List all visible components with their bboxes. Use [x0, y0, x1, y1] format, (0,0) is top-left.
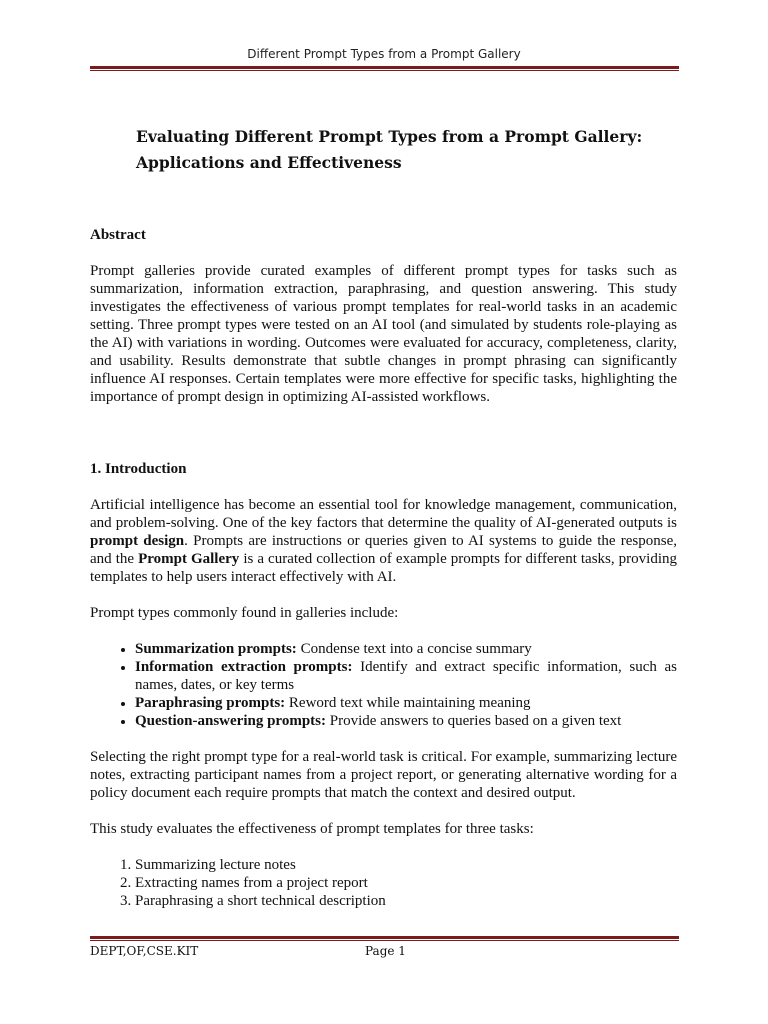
footer-department: DEPT,OF,CSE.KIT	[90, 944, 199, 958]
footer-rule	[90, 936, 679, 941]
abstract-text: Prompt galleries provide curated examples of different prompt types for tasks such as summarization, information extraction, paraphrasing, and question answering. This study investigates the effectiveness of various prompt templates for real-world tasks in an academic setting. Three prompt types were tested on an AI tool (and simulated by students role-playing as the AI) with variations in wording. Outcomes were evaluated for accuracy, completeness, clarity, and usability. Results demonstrate that subtle changes in prompt phrasing can significantly influence AI responses. Certain templates were more effective for specific tasks, highlighting the importance of prompt design in optimizing AI-assisted workflows.	[90, 263, 677, 405]
list-item: • Information extraction prompts: Identify and extract specific information, such as names, dates, or key terms	[135, 658, 677, 694]
paper-title-line2: Applications and Effectiveness	[136, 153, 402, 172]
list-item: 3. Paraphrasing a short technical description	[135, 892, 677, 910]
introduction-heading: 1. Introduction	[90, 461, 187, 477]
tasks-list	[90, 856, 677, 910]
intro-paragraph-2: Prompt types commonly found in galleries include:	[90, 605, 399, 621]
intro-paragraph-4: This study evaluates the effectiveness of prompt templates for three tasks:	[90, 821, 534, 837]
page-number: Page 1	[365, 944, 406, 958]
emphasis-prompt-design: prompt design	[90, 533, 185, 549]
list-item: • Summarization prompts: Condense text into a concise summary	[135, 640, 677, 658]
body-content	[90, 226, 677, 910]
prompt-types-list	[90, 640, 677, 730]
list-item: 1. Summarizing lecture notes	[135, 856, 677, 874]
header-rule	[90, 66, 679, 71]
intro-paragraph-3: Selecting the right prompt type for a real-world task is critical. For example, summarizing lecture notes, extracting participant names from a project report, or generating alternative wording for a policy document each require prompts that match the context and desired output.	[90, 749, 677, 801]
paper-title	[136, 124, 656, 176]
emphasis-prompt-gallery: Prompt Gallery	[138, 551, 240, 567]
list-item: 2. Extracting names from a project report	[135, 874, 677, 892]
list-item: • Question-answering prompts: Provide answers to queries based on a given text	[135, 712, 677, 730]
intro-paragraph-1: Artificial intelligence has become an essential tool for knowledge management, communication, and problem-solving. One of the key factors that determine the quality of AI-generated outputs is prompt design. Prompts are instructions or queries given to AI systems to guide the response, and the Prompt Gallery is a curated collection of example prompts for different tasks, providing templates to help users interact effectively with AI.	[90, 497, 678, 585]
paper-title-line1: Evaluating Different Prompt Types from a Prompt Gallery:	[136, 127, 643, 146]
list-item: • Paraphrasing prompts: Reword text while maintaining meaning	[135, 694, 677, 712]
running-header: Different Prompt Types from a Prompt Gallery	[247, 47, 521, 61]
abstract-heading: Abstract	[90, 227, 146, 243]
